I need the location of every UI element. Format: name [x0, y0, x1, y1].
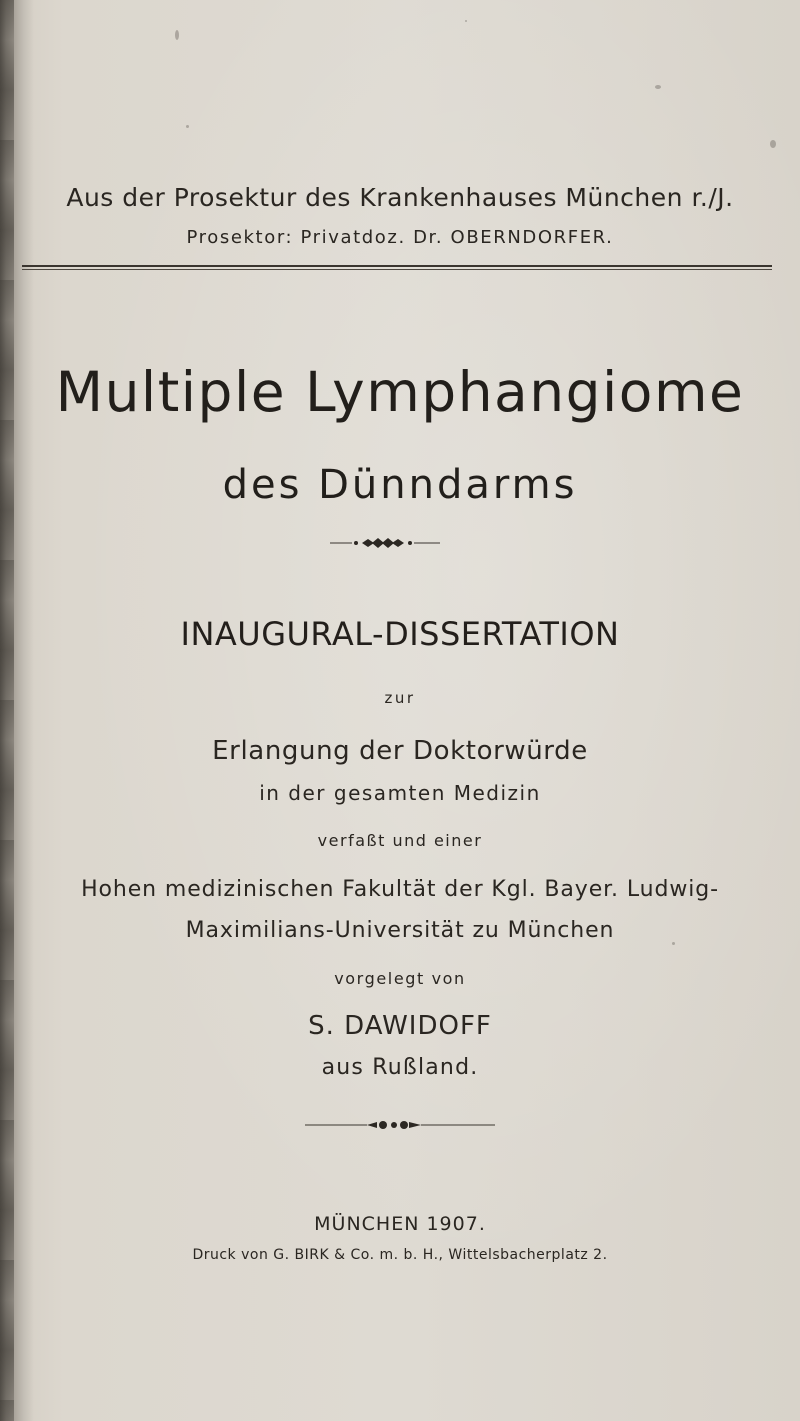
author-origin: aus Rußland.: [321, 1055, 479, 1080]
presented-by-text: vorgelegt von: [334, 969, 466, 988]
author-name: S. DAWIDOFF: [308, 1011, 492, 1041]
printer-line: Druck von G. BIRK & Co. m. b. H., Wittelsbacherplatz 2.: [192, 1247, 608, 1263]
header-double-rule: [22, 265, 772, 270]
city-year: MÜNCHEN 1907.: [314, 1213, 486, 1235]
faculty-line-1: Hohen medizinischen Fakultät der Kgl. Bayer. Ludwig-: [81, 877, 719, 902]
submitted-phrase: verfaßt und einer: [317, 831, 483, 850]
title-sub: des Dünndarms: [222, 462, 578, 508]
prosector-line: Prosektor: Privatdoz. Dr. OBERNDORFER.: [186, 227, 614, 248]
spine-shadow: [0, 0, 14, 1421]
paper-speck: [770, 140, 776, 148]
ornament-divider-icon: [330, 536, 440, 550]
title-main: Multiple Lymphangiome: [55, 360, 745, 424]
faculty-line-2: Maximilians-Universität zu München: [185, 918, 615, 943]
paper-speck: [175, 30, 179, 40]
ornament-divider-icon: [305, 1119, 495, 1131]
paper-speck: [186, 125, 189, 128]
zur-text: zur: [384, 689, 416, 707]
purpose-text: Erlangung der Doktorwürde: [212, 736, 588, 766]
paper-speck: [465, 20, 467, 22]
paper-speck: [655, 85, 661, 89]
rule-thick: [22, 265, 772, 267]
dissertation-type: INAUGURAL-DISSERTATION: [180, 615, 620, 653]
field-text: in der gesamten Medizin: [259, 781, 541, 805]
institution-line: Aus der Prosektur des Krankenhauses München r./J.: [66, 183, 734, 212]
rule-thin: [22, 269, 772, 270]
